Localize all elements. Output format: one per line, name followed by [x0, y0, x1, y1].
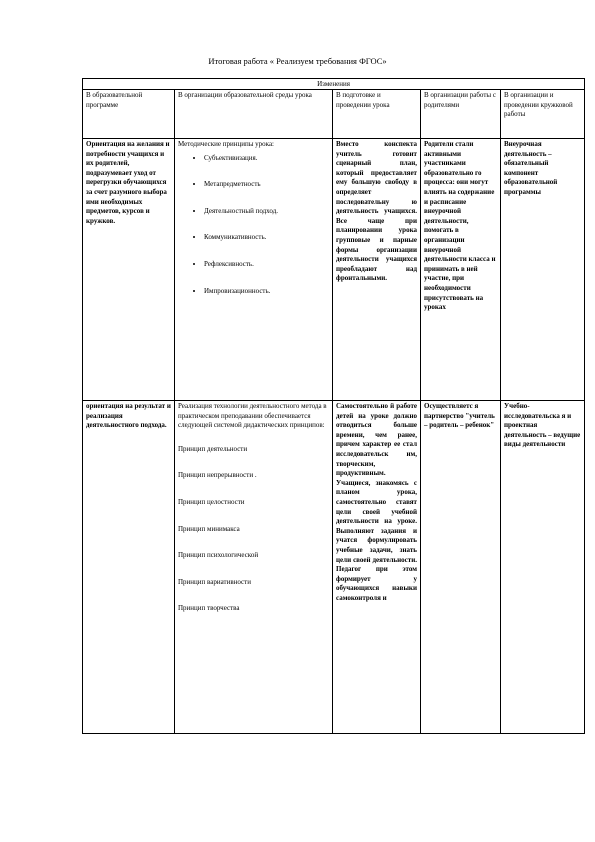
methodical-principles-list	[178, 154, 329, 297]
list-item: • Коммуникативность.	[204, 233, 329, 243]
methodical-principles-intro: Методические принципы урока:	[178, 140, 275, 148]
document-title: Итоговая работа « Реализуем требования ФГОС»	[208, 56, 387, 66]
list-item: • Деятельностный подход.	[204, 207, 329, 217]
list-item: Принцип непрерывности .	[178, 471, 257, 480]
row2-lesson-cell: Самостоятельно й работе детей на уроке должно отводиться больше времени, чем ранее, причем характер ее стал исследовательск им, творческим, продуктивным. Учащиеся, знакомясь с планом урока, самостоятельно ставят цели своей учебной деятельности на уроке. Выполняют задания и учатся формулировать учебные задачи, знать цели своей деятельности. Педагог при этом формирует у обучающихся навыки самоконтроля и	[333, 401, 421, 734]
list-item: Принцип творчества	[178, 604, 240, 613]
list-item: • Импровизационность.	[204, 287, 329, 297]
header-parent-work: В организации работы с родителями	[421, 90, 501, 139]
row1-lesson-cell: Вместо конспекта учитель готовит сценарный план, который предоставляет ему большую свободу в определяет последовательну ю деятельность учащихся. Все чаще при планировании урока групповые и парные формы организации деятельности учащихся преобладают над фронтальными.	[333, 139, 421, 401]
didactic-principles-intro: Реализация технологии деятельностного метода в практическом преподавании обеспечивается следующей системой дидактических принципов:	[178, 402, 327, 430]
header-club-work: В организации и проведении кружковой работы	[501, 90, 585, 139]
list-item: • Метапредметность	[204, 180, 329, 190]
header-lesson-preparation: В подготовке и проведении урока	[333, 90, 421, 139]
row2-parents-cell: Осуществляетс я партнерство "учитель – родитель – ребенок"	[421, 401, 501, 734]
list-item: • Субъективизация.	[204, 154, 329, 164]
merged-header-cell: Изменения	[83, 79, 585, 90]
row1-club-cell: Внеурочная деятельность – обязательный компонент образовательной программы	[501, 139, 585, 401]
header-educational-environment: В организации образовательной среды урока	[175, 90, 333, 139]
row2-environment-cell	[175, 401, 333, 734]
table-row	[83, 401, 585, 734]
row2-club-cell: Учебно-исследовательска я и проектная деятельность – ведущие виды деятельности	[501, 401, 585, 734]
list-item: • Рефлексивность.	[204, 260, 329, 270]
list-item: Принцип минимакса	[178, 524, 240, 533]
row2-program-cell: ориентация на результат и реализация деятельностного подхода.	[83, 401, 175, 734]
row1-parents-cell: Родители стали активными участниками образовательно го процесса: они могут влиять на содержание и расписание внеурочной деятельности, помогать в организации внеурочной деятельности класса и принимать в ней участие, при необходимости присутствовать на уроках	[421, 139, 501, 401]
header-educational-program: В образовательной программе	[83, 90, 175, 139]
list-item: Принцип вариативности	[178, 577, 251, 586]
list-item: Принцип психологической	[178, 551, 259, 560]
list-item: Принцип целостности	[178, 497, 245, 506]
row1-program-cell: Ориентация на желания и потребности учащихся и их родителей, подразумевает уход от перегрузки обучающихся за счет разумного выбора ими необходимых предметов, курсов и кружков.	[83, 139, 175, 401]
row1-environment-cell	[175, 139, 333, 401]
table-row	[83, 139, 585, 401]
changes-table	[82, 78, 585, 734]
list-item: Принцип деятельности	[178, 444, 248, 453]
